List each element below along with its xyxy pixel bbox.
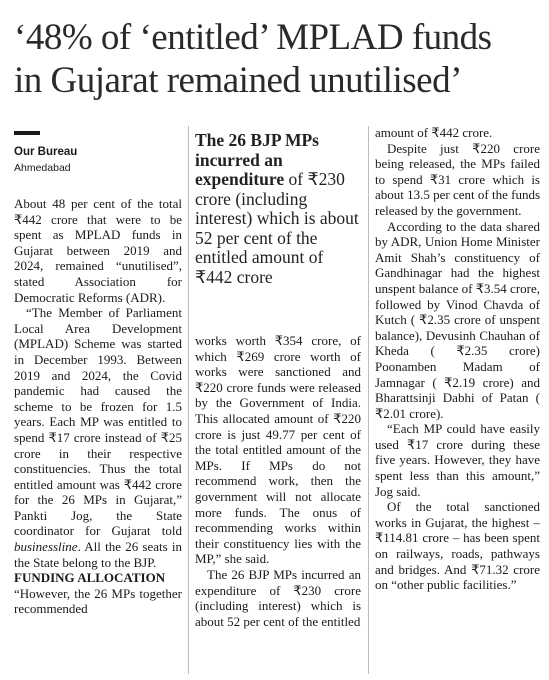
- publication-name: businessline: [14, 539, 78, 555]
- headline-line-2: in Gujarat remained unutilised’: [14, 60, 462, 101]
- paragraph: The 26 BJP MPs incurred an expenditure of ₹230 crore (including interest) which is about 52 per cent of the entitled: [195, 566, 361, 629]
- article-column-2: [195, 333, 361, 629]
- paragraph: “However, the 26 MPs together recommended: [14, 585, 182, 617]
- dateline: Ahmedabad: [14, 162, 71, 174]
- column-divider-2: [368, 126, 369, 674]
- paragraph: works worth ₹354 crore, of which ₹269 crore worth of works were sanctioned and ₹220 crore funds were released by the Government of India. This allocated amount of ₹220 crore is just 49.77 per cent of the total entitled amount of the MPs. If MPs do not recommend work, then the government will not allocate more funds. The onus of recommending works within their constituency lies with the MP,” she said.: [195, 333, 361, 567]
- pull-quote-rest: of ₹230 crore (including interest) which is about 52 per cent of the entitled amount of ₹442 crore: [195, 169, 359, 287]
- paragraph: amount of ₹442 crore.: [375, 125, 493, 140]
- paragraph: About 48 per cent of the total ₹442 crore that were to be spent as MPLAD funds in Gujarat between 2019 and 2024, remained “unutilised”, stated Association for Democratic Reforms (ADR).: [14, 196, 182, 305]
- paragraph: Of the total sanctioned works in Gujarat, the highest –₹114.81 crore – has been spent on railways, roads, pathways and bridges. And ₹71.32 crore on “other public facilities.”: [375, 499, 540, 593]
- subhead: FUNDING ALLOCATION: [14, 570, 166, 586]
- headline-line-1: ‘48% of ‘entitled’ MPLAD funds: [14, 17, 492, 58]
- paragraph: “The Member of Parliament Local Area Development (MPLAD) Scheme was started in December 1993. Between 2019 and 2024, the Covid pandemic had caused the scheme to be frozen for 1.5 years. Each MP was entitled to spend ₹17 crore instead of ₹25 crore in their respective constituencies. Thus the total entitled amount was ₹442 crore for the 26 MPs in Gujarat,” Pankti Jog, the State coordinator for Gujarat told businessline. All the 26 seats in the State belong to the BJP.: [14, 305, 182, 570]
- headline: [14, 16, 544, 102]
- byline-rule: [14, 131, 40, 135]
- pull-quote-bold: The 26 BJP MPs incurred an expenditure: [195, 130, 319, 189]
- paragraph: “Each MP could have easily used ₹17 crore during these five years. However, they have spent less than this amount,” Jog said.: [375, 421, 540, 499]
- paragraph: Despite just ₹220 crore being released, the MPs failed to spend ₹31 crore which is about 13.5 per cent of the funds released by the government.: [375, 140, 540, 218]
- byline: Our Bureau: [14, 146, 78, 158]
- article-column-3: [375, 125, 540, 593]
- pull-quote: [195, 131, 361, 287]
- column-divider-1: [188, 126, 189, 674]
- article-column-1: [14, 196, 182, 617]
- paragraph: According to the data shared by ADR, Union Home Minister Amit Shah’s constituency of Gandhinagar had the highest unspent balance of ₹3.54 crore, followed by Vinod Chavda of Kutch ( ₹2.35 crore of unspent balance), Devusinh Chauhan of Kheda ( ₹2.35 crore) Poonamben Madam of Jamnagar ( ₹2.19 crore) and Bharattsinji Dabhi of Patan ( ₹2.01 crore).: [375, 218, 540, 421]
